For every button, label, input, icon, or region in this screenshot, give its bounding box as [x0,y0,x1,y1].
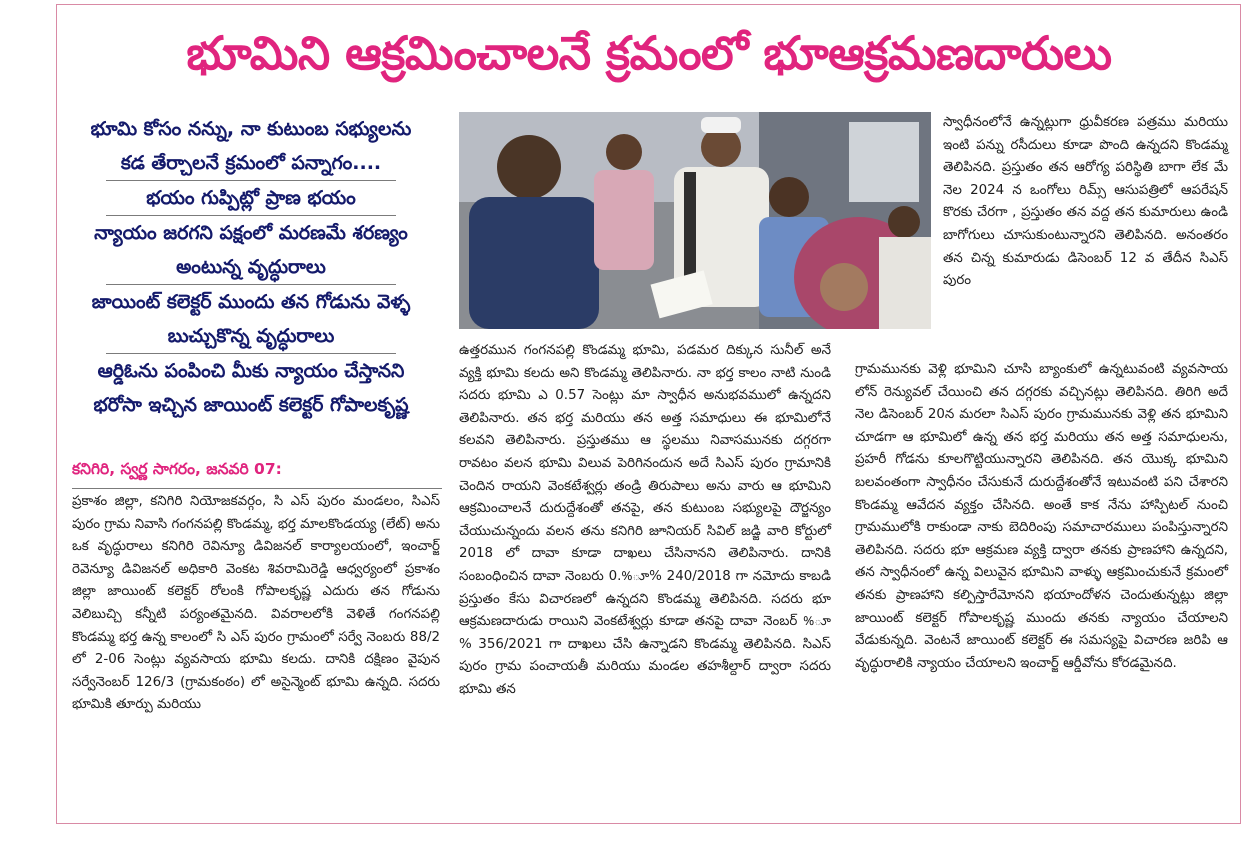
subhead-4: న్యాయం జరగని పక్షంలో మరణమే శరణ్యం [94,222,408,244]
body-column-3-bottom: గ్రామమునకు వెళ్లి భూమిని చూసి బ్యాంకులో ఉన్నటువంటి వ్యవసాయ లోన్ రెన్యువల్ చేయించి తన దగ్గరకు వచ్చినట్లు తెలిపినది. తిరిగి అదే నెల డిసెంబర్ 20న మరలా సిఎస్ పురం గ్రామమునకు వెళ్లి తన భూమిని చూడగా ఆ భూమిలో ఉన్న తన భర్త మరియు తన అత్త సమాధులను, ప్రహరీ గోడను కూలగొట్టియున్నారని తెలిపినది. తన యొక్క భూమిని బలవంతంగా స్వాధీనం చేసుకునే దురుద్దేశంతోనే ఇటువంటి పని చేశారని కొండమ్మ ఆవేదన వ్యక్తం చేసినది. అంతే కాక నేను హాస్పిటల్ నుంచి గ్రామములోకి రాకుండా నాకు బెదిరింపు సమాచారములు పంపిస్తున్నారని తెలిపినది. సదరు భూ ఆక్రమణ వ్యక్తి ద్వారా తనకు ప్రాణహాని ఉన్నదని, తన స్వాధీనంలో ఉన్న విలువైన భూమిని వాళ్ళు ఆక్రమించుకునే క్రమంలో తనకు ప్రాణహాని కల్పిస్తారేమోనని భయాందోళన చెందుతున్నట్లు జిల్లా జాయింట్ కలెక్టర్ గోపాలకృష్ణ ముందు తనకు న్యాయం చేయాలని వేడుకున్నది. వెంటనే జాయింట్ కలెక్టర్ ఈ సమస్యపై విచారణ జరిపి ఆ వృద్ధురాలికి న్యాయం చేయాలని ఇంచార్జ్ ఆర్డీవోను కోరడమైనది. [855,362,1228,671]
subhead-2: కడ తేర్చాలనే క్రమంలో పన్నాగం.... [106,146,396,181]
subhead-1: భూమి కోసం నన్ను, నా కుటుంబ సభ్యులను [90,118,412,140]
subhead-3: భయం గుప్పిట్లో ప్రాణ భయం [106,181,396,216]
headline: భూమిని ఆక్రమించాలనే క్రమంలో భూఆక్రమణదారులు [186,26,1112,80]
body-column-3-top: స్వాధీనంలోనే ఉన్నట్లుగా ధ్రువీకరణ పత్రము మరియు ఇంటి పన్ను రసీదులు కూడా పొంది ఉన్నదని కొండమ్మ తెలిపినది. ప్రస్తుతం తన ఆరోగ్య పరిస్థితి బాగా లేక మే నెల 2024 న ఒంగోలు రిమ్స్ ఆసుపత్రిలో ఆపరేషన్ కొరకు చేరగా , ప్రస్తుతం తన వద్ద తన కుమారులు ఉండి బాగోగులు చూసుకుంటున్నారని తెలిపినది. అనంతరం తన చిన్న కుమారుడు డిసెంబర్ 12 వ తేదీన సిఎస్ పురం [943,115,1228,289]
subhead-7: బుచ్చుకొన్న వృద్ధురాలు [106,319,396,354]
subhead-5: అంటున్న వృద్ధురాలు [106,250,396,285]
subhead-8: ఆర్డిఓను పంపించి మీకు న్యాయం చేస్తానని [97,360,405,382]
subhead-6: జాయింట్ కలెక్టర్ ముందు తన గోడును వెళ్ళ [91,291,411,313]
subhead-9: భరోసా ఇచ్చిన జాయింట్ కలెక్టర్ గోపాలకృష్ణ [93,394,409,416]
dateline: కనిగిరి, స్వర్ణ సాగరం, జనవరి 07: [72,460,442,489]
photo-illustration [459,112,931,329]
news-photo [459,112,931,329]
body-column-1: ప్రకాశం జిల్లా, కనిగిరి నియోజకవర్గం, సి ఎస్ పురం మండలం, సిఎస్ పురం గ్రామ నివాసి గంగనపల్లి కొండమ్మ, భర్త మాలకొండయ్య (లేట్) అను ఒక వృద్ధురాలు కనిగిరి రెవిన్యూ డివిజనల్ కార్యాలయంలో, ఇంచార్జ్ రెవెన్యూ డివిజనల్ అధికారి వెంకట శివరామిరెడ్డి ఆధ్వర్యంలో ప్రకాశం జిల్లా జాయింట్ కలెక్టర్ రోలంకి గోపాలకృష్ణ ఎదురు తన గోడును వెలిబుచ్చి కన్నీటి పర్యంతమైనది. వివరాలలోకి వెళితే గంగనపల్లి కొండమ్మ భర్త ఉన్న కాలంలో సి ఎస్ పురం గ్రామంలో సర్వే నెంబరు 88/2 లో 2-06 సెంట్లు వ్యవసాయ భూమి కలదు. దానికి దక్షిణం వైపున సర్వేనెంబర్ 126/3 (గ్రామకంఠం) లో అసైన్మెంట్ భూమి ఉన్నది. సదరు భూమికి తూర్పు మరియు [72,494,440,713]
subheads-block [66,112,436,422]
body-column-2: ఉత్తరమున గంగనపల్లి కొండమ్మ భూమి, పడమర దిక్కున సునీల్ అనే వ్యక్తి భూమి కలదు అని కొండమ్మ తెలిపినారు. నా భర్త కాలం నాటి నుండి సదరు భూమి ఎ 0.57 సెంట్లు మా స్వాధీన అనుభవములో ఉన్నదని తెలిపినారు. తన భర్త మరియు తన అత్త సమాధులు ఈ భూమిలోనే కలవని తెలిపినారు. ప్రస్తుతము ఆ స్థలము నివాసమునకు దగ్గరగా రావటం వలన భూమి విలువ పెరిగినందున అదే సిఎస్ పురం గ్రామానికి చెందిన రాయని వెంకటేశ్వర్లు తండ్రి తిరుపాలు అను వారు ఆ భూమిని ఆక్రమించాలనే దురుద్దేశంతో తనపై, తన కుటుంబ సభ్యులపై దౌర్జన్యం చేయుచున్నందు వలన తను కనిగిరి జూనియర్ సివిల్ జడ్జి వారి కోర్టులో 2018 లో దావా కూడా దాఖలు చేసినానని తెలిపినారు. దానికి సంబంధించిన దావా నెంబరు 0.%ూ% 240/2018 గా నమోదు కాబడి ప్రస్తుతం కేసు విచారణలో ఉన్నదని కొండమ్మ తెలిపినది. సదరు భూ ఆక్రమణదారుడు రాయిని వెంకటేశ్వర్లు కూడా తనపై దావా నెంబర్ %ూ% 356/2021 గా దాఖలు చేసి ఉన్నాడని కొండమ్మ తెలిపినది. సిఎస్ పురం గ్రామ పంచాయతీ మరియు మండల తహశీల్దార్ ద్వారా సదరు భూమి తన [459,343,831,697]
